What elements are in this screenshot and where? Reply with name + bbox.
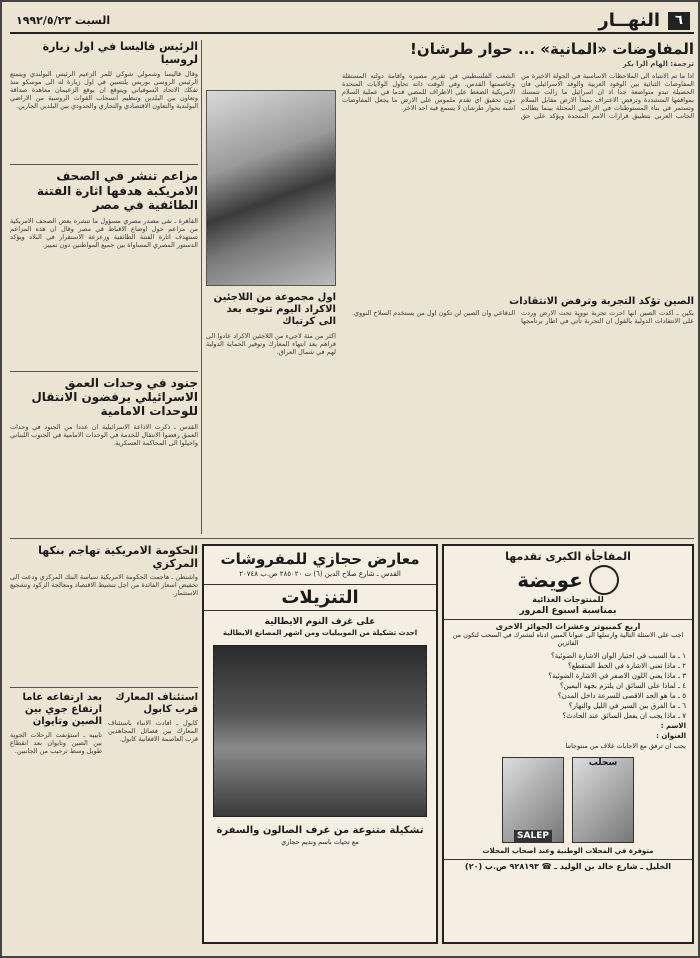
russia-body: وقال فاليسا وشمولي شوكي للمر الزعيم الرئيس البولندي ويتمتع الرئيس الروسي بوريس يلتسين في اول زيارة له الى موسكو منذ تفكك الاتحاد السوفياتي ويتوقع ان يوقع الزعيمان معاهدة صداقة وتعاون بين البلدين وتنظيم انسحاب القوات الروسية من الاراضي البولندية والتعاون الاقتصادي والتجاري والحدودي بين البلدين الجارين.	[10, 70, 198, 111]
israel-body: القدس ـ ذكرت الاذاعة الاسرائيلية ان عددا من الجنود في وحدات العمق رفضوا الانتقال للخدمة في الوحدات الامامية في الجنوب اللبناني واحيلوا الى المحاكمة العسكرية.	[10, 422, 198, 447]
food-ad-occasion: بمناسبة اسبوع المرور	[519, 606, 617, 616]
food-ad-brand-sub: للمنتوجات الغذائية	[532, 595, 604, 604]
furniture-ad-line1: على غرف النوم الايطالية	[264, 617, 376, 627]
quiz-question: ٧ ـ ماذا يجب ان يفعل السائق عند الحادث؟	[562, 712, 686, 720]
russia-headline: الرئيس فاليسا في اول زيارة لروسيا	[42, 40, 198, 67]
photo-caption: اول مجموعة من اللاجئين الاكراد اليوم تتوجه بعد الى كرتباك	[213, 292, 336, 327]
company-logo-icon	[589, 565, 619, 595]
main-headline: المفاوضات «المانية» ... حوار طرشان!	[410, 40, 694, 58]
egypt-headline: مزاعم تنشر في الصحف الامريكية هدفها اثارة الفتنة الطائفية في مصر	[36, 169, 198, 213]
food-ad-instructions: اجب على الاسئلة التالية وارسلها الى عنوانا المبين ادناه لتشترك في السحب لتكون من الفائزين	[452, 631, 684, 647]
furniture-ad-line2: احدث تشكيلة من الموبيليات ومن اشهر المصانع الايطالية	[222, 629, 418, 637]
main-subhead: الصين تؤكد التجربة وترفض الانتقادات	[509, 296, 694, 307]
page-number: ٦	[668, 12, 690, 30]
salep-label: SALEP	[514, 830, 552, 842]
quiz-question: ٤ ـ لماذا على السائق ان يلتزم بجهة اليمين؟	[559, 682, 686, 690]
sahlab-package	[572, 757, 634, 843]
furniture-ad-signoff: مع تحيات باسم ونديم حجازي	[281, 838, 359, 846]
furniture-ad	[202, 544, 438, 944]
air-headline: بعد ارتفاعه عاما ارتفاع جوي بين الصين وتايوان	[22, 692, 102, 728]
kabul-body: كابول ـ افادت الانباء باستئناف المعارك بين فصائل المجاهدين قرب العاصمة الافغانية كابول.	[108, 719, 198, 744]
israel-headline: جنود في وحدات العمق الاسرائيلي يرفضون الانتقال للوحدات الامامية	[31, 375, 198, 419]
left-column	[10, 40, 198, 538]
paper-title: النهــار	[598, 10, 660, 31]
main-article	[342, 40, 694, 534]
issue-date: السبت ١٩٩٢/٥/٢٣	[16, 14, 111, 27]
food-ad-brand: عويضة	[517, 568, 583, 592]
lower-left-news	[10, 544, 198, 944]
furniture-ad-brand: التنزيلات	[204, 584, 436, 611]
name-line: الاسم :	[660, 722, 686, 730]
rocky-coast-photo	[206, 90, 336, 286]
photo-story	[206, 292, 336, 532]
kabul-headline: استئناف المعارك قرب كابول	[115, 692, 198, 716]
gov-body: واشنطن ـ هاجمت الحكومة الامريكية سياسة البنك المركزي ودعت الى تخفيض اسعار الفائدة من اجل تنشيط الاقتصاد ومعالجة الركود وتشجيع الاستثمار.	[10, 573, 198, 598]
food-ad-top: المفاجأة الكبرى تقدمها	[505, 550, 631, 563]
address-line: العنوان :	[656, 732, 686, 740]
furniture-ad-footer: تشكيلة متنوعة من غرف الصالون والسفرة	[216, 825, 424, 836]
masthead	[10, 10, 694, 34]
main-byline: ترجمة: الهام الرا بكر	[622, 60, 694, 68]
food-company-ad	[442, 544, 694, 944]
salep-package	[502, 757, 564, 843]
quiz-question: ٢ ـ ماذا تعني الاشارة في الخط المتقطع؟	[568, 662, 686, 670]
main-sub-body: بكين ـ اكدت الصين انها اجرت تجربة نووية تحت الارض وردت على الانتقادات الدولية بالقول ان التجربة تأتي في اطار برنامجها الدفاعي وان الصين لن تكون اول من يستخدم السلاح النووي.	[351, 309, 694, 325]
furniture-ad-title: معارض حجازي للمفروشات	[220, 550, 420, 568]
food-ad-note: يجب ان ترفق مع الاجابات غلاف من منتوجاتنا	[565, 742, 686, 750]
photo-body: اكثر من مئة لاجيء من اللاجئين الاكراد عادوا الى قراهم بعد انتهاء المعارك وتوفير الحماية الدولية لهم في شمال العراق.	[206, 332, 336, 356]
main-body: اذا ما تم الانتباه الى الملاحظات الاساسية في الجولة الاخيرة من المفاوضات الثنائية بين الوفود العربية والوفد الاسرائيلي فان الحصيلة تبدو متواضعة جدا اذ ان اسرائيل ما زالت تتمسك بمواقفها المتشددة وترفض الاعتراف بمبدأ الارض مقابل السلام وتستمر في بناء المستوطنات في الاراضي المحتلة بينما يطالب الجانب العربي بتطبيق قرارات الامم المتحدة ويؤكد على حق الشعب الفلسطيني في تقرير مصيره واقامة دولته المستقلة وعاصمتها القدس. وفي الوقت ذاته تحاول الولايات المتحدة الامريكية الضغط على الاطراف للمضي قدما في عملية السلام دون تحقيق اي تقدم ملموس على الارض ما يجعل المفاوضات اشبه بحوار طرشان لا يسمع فيه احد الاخر.	[342, 72, 694, 120]
food-ad-distribution: متوفرة في المحلات الوطنية وعند اصحاب المحلات	[482, 847, 654, 855]
furniture-room-photo	[213, 645, 427, 817]
food-ad-prizes: اربع كمبيوتر وعشرات الجوائز الاخرى	[444, 619, 692, 631]
air-body: تايبيه ـ استؤنفت الرحلات الجوية بين الصين وتايوان بعد انقطاع طويل وسط ترحيب من الجانبين.	[10, 731, 102, 756]
food-ad-contact: الخليل ـ شارع خالد بن الوليد ـ ☎ ٩٢٨١٩٣ ص.ب (٢٠)	[444, 859, 692, 871]
quiz-question: ٥ ـ ما هو الحد الاقصى للسرعة داخل المدن؟	[557, 692, 686, 700]
egypt-body: القاهرة ـ نفى مصدر مصري مسؤول ما تنشره بعض الصحف الامريكية من مزاعم حول اوضاع الاقباط في مصر وقال ان هذه المزاعم تستهدف اثارة الفتنة الطائفية وزعزعة الاستقرار في البلاد ويؤكد الدستور المصري المساواة بين جميع المواطنين دون تمييز.	[10, 216, 198, 249]
sahlab-label: سحلب	[588, 758, 618, 768]
quiz-question: ١ ـ ما السبب في اختيار الوان الاشارة الضوئية؟	[550, 652, 686, 660]
quiz-questions	[450, 651, 686, 751]
quiz-question: ٦ ـ ما الفرق بين السير في الليل والنهار؟	[568, 702, 686, 710]
furniture-ad-address: القدس ـ شارع صلاح الدين (٦) ت ٢٨٥٠٢٠ ص.ب ٢٠٧٤٨	[239, 570, 401, 578]
gov-headline: الحكومة الامريكية تهاجم بنكها المركزي	[38, 544, 198, 571]
quiz-question: ٣ ـ ماذا يعني اللون الاصفر في الاشارة الضوئية؟	[548, 672, 686, 680]
